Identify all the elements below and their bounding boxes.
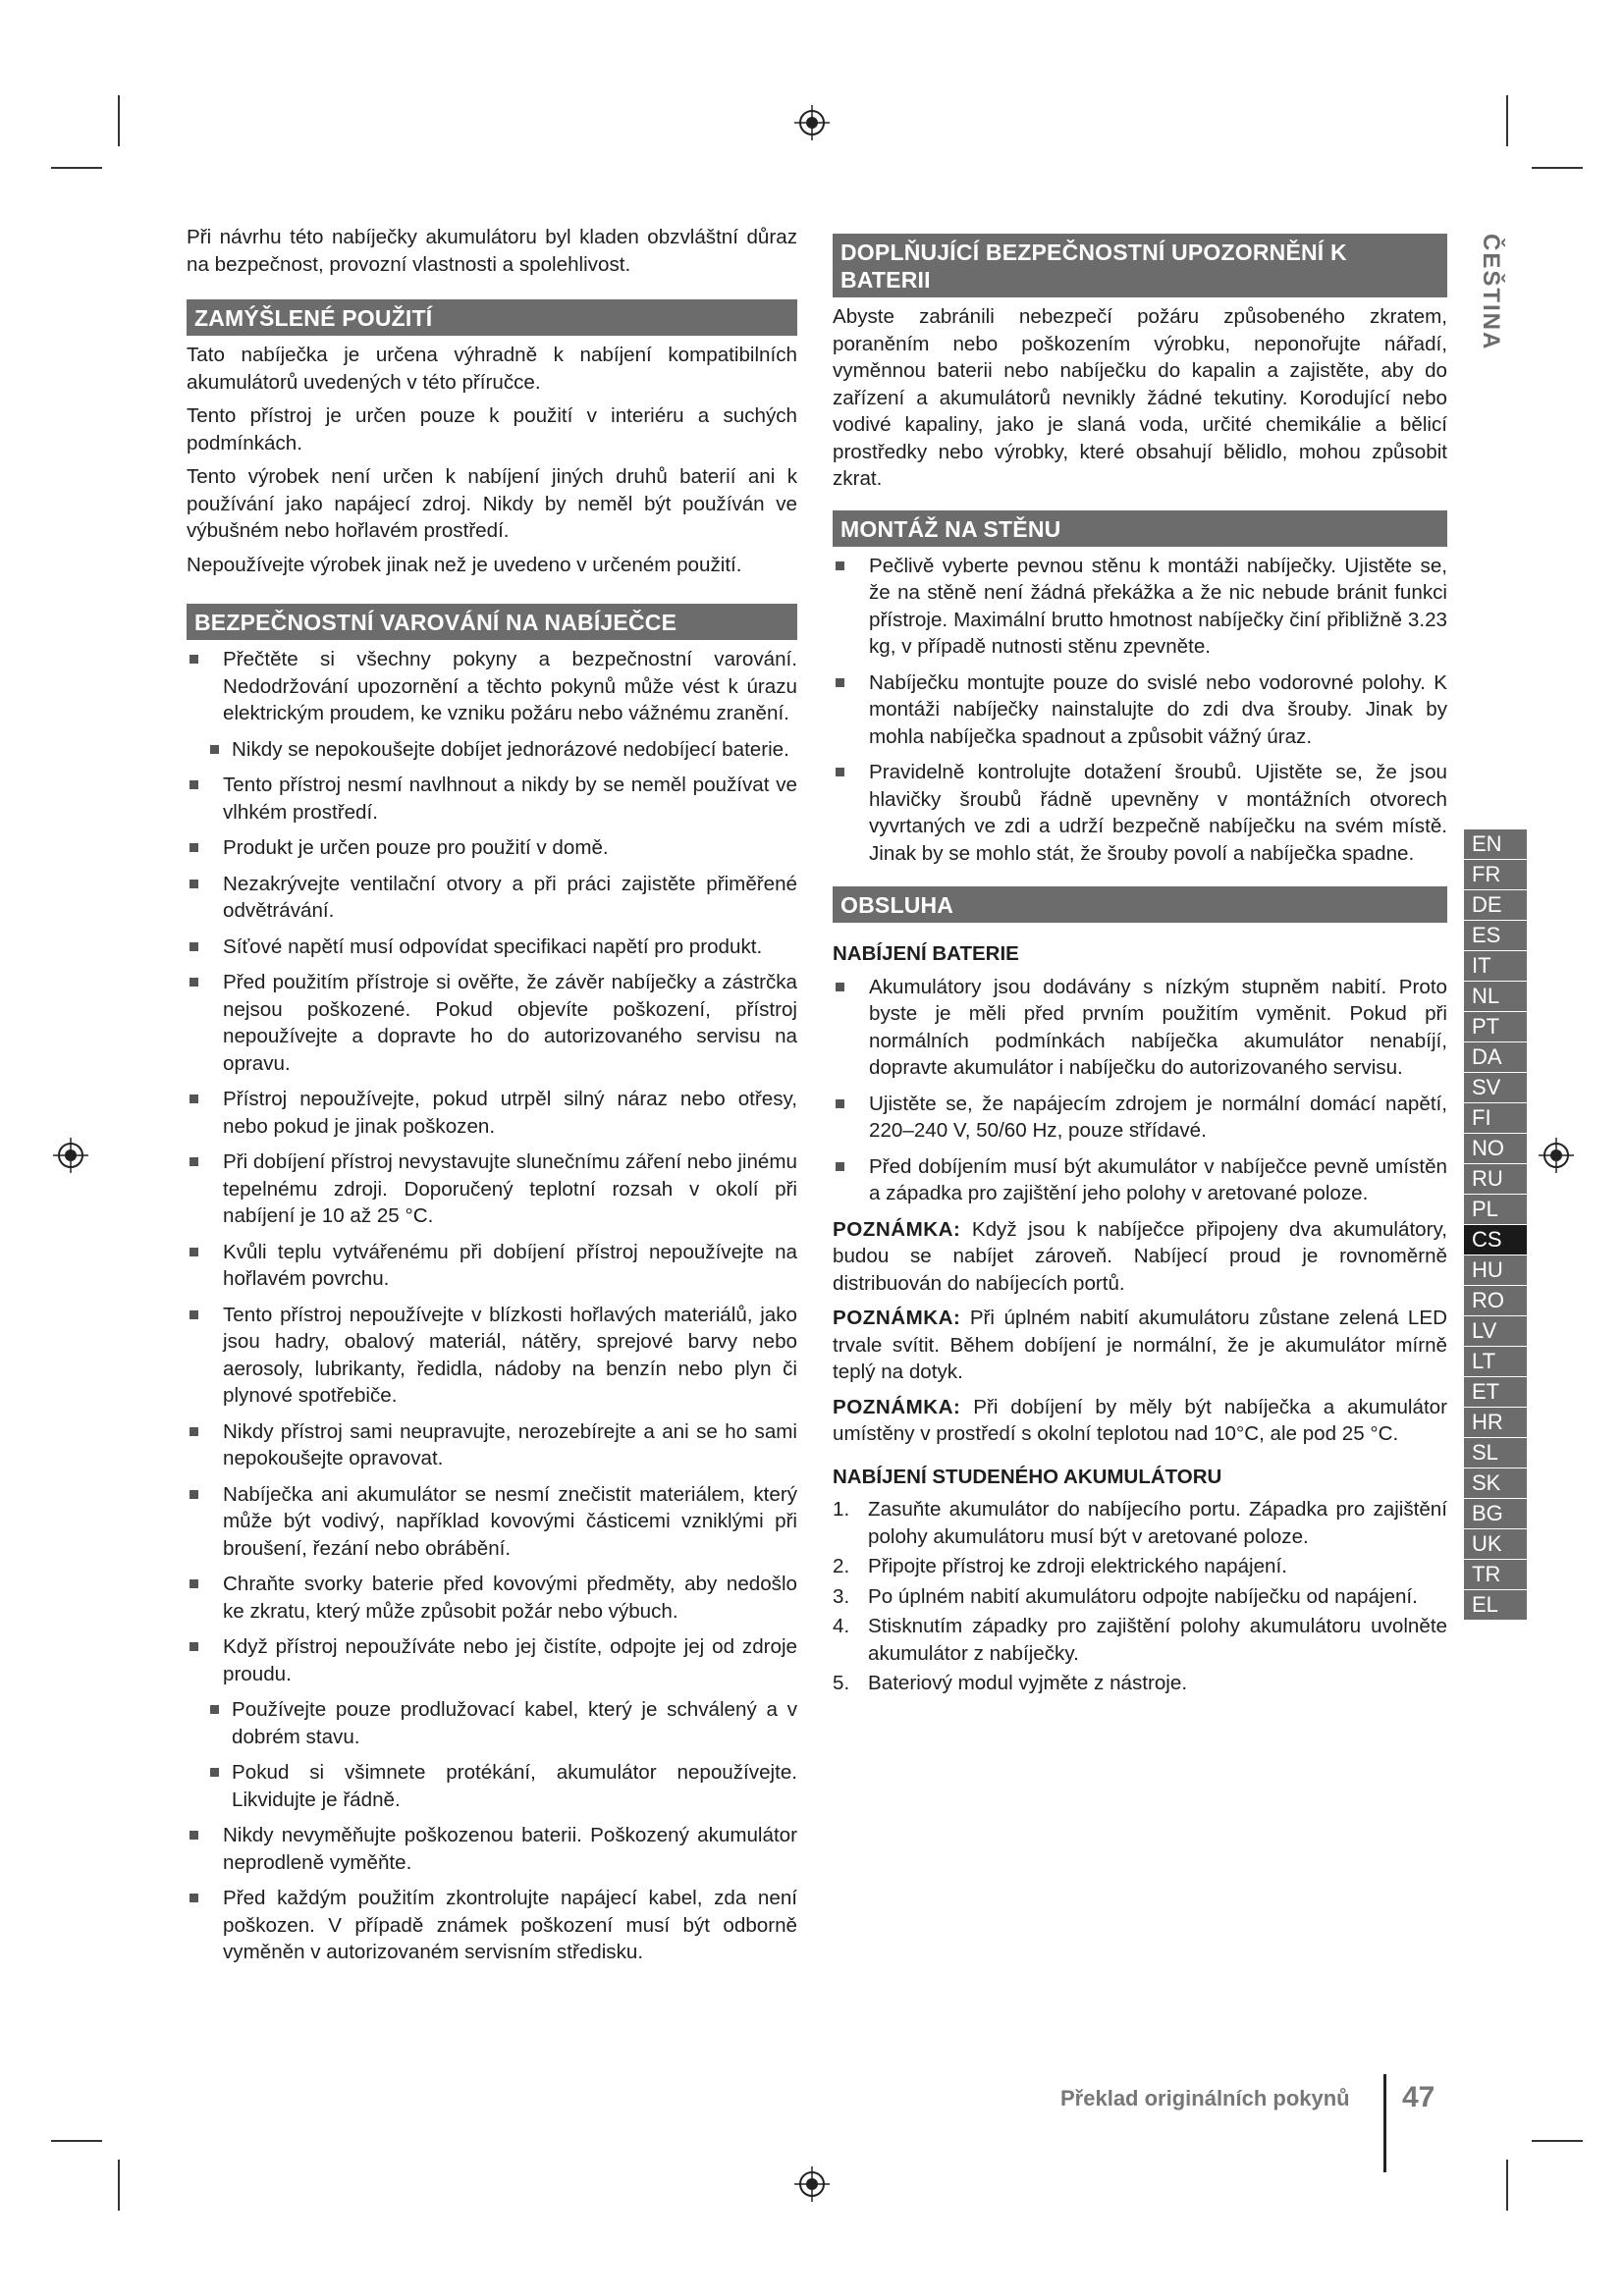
- wall-mount-heading: MONTÁŽ NA STĚNU: [833, 510, 1447, 547]
- intended-use-p3: Tento výrobek není určen k nabíjení jiných druhů baterií ani k používání jako napájecí zdroj. Nikdy by neměl být používán ve výbušném nebo hořlavém prostředí.: [187, 465, 797, 542]
- lang-tab-fi[interactable]: FI: [1464, 1103, 1527, 1134]
- wall-mount-list: [833, 553, 1447, 868]
- safety-item: Při dobíjení přístroj nevystavujte slunečnímu záření nebo jinému tepelnému zdroji. Doporučený teplotní rozsah v okolí při nabíjení je 10 až 25 °C.: [187, 1148, 797, 1230]
- charging-list: [833, 974, 1447, 1207]
- safety-item: Nabíječka ani akumulátor se nesmí znečistit materiálem, který může být vodivý, například kovovými částicemi vzniklými při broušení, řezání nebo obrábění.: [187, 1481, 797, 1563]
- safety-item: Před použitím přístroje si ověřte, že závěr nabíječky a zástrčka nejsou poškozené. Pokud objevíte poškození, přístroj nepoužívejte a dopravte ho do autorizovaného servisu na opravu.: [187, 969, 797, 1077]
- wall-mount-item: Nabíječku montujte pouze do svislé nebo vodorovné polohy. K montáži nabíječky nainstalujte do zdi dva šrouby. Jinak by mohla nabíječka spadnout a způsobit vážný úraz.: [833, 669, 1447, 751]
- lang-tab-pt[interactable]: PT: [1464, 1012, 1527, 1042]
- note-text: Když jsou k nabíječce připojeny dva akumulátory, budou se nabíjet zároveň. Nabíjecí proud je rovnoměrně distribuován do nabíjecích portů.: [833, 1217, 1447, 1295]
- charging-item: Před dobíjením musí být akumulátor v nabíječce pevně umístěn a západka pro zajištění jeho polohy v aretované poloze.: [833, 1153, 1447, 1207]
- step-text: Stisknutím západky pro zajištění polohy akumulátoru uvolněte akumulátor z nabíječky.: [868, 1615, 1447, 1665]
- page-number: 47: [1402, 2081, 1435, 2113]
- safety-item: Nikdy se nepokoušejte dobíjet jednorázové nedobíjecí baterie.: [187, 736, 797, 764]
- lang-tab-lv[interactable]: LV: [1464, 1316, 1527, 1347]
- lang-tab-et[interactable]: ET: [1464, 1377, 1527, 1408]
- lang-tab-it[interactable]: IT: [1464, 951, 1527, 982]
- safety-item: Nezakrývejte ventilační otvory a při práci zajistěte přiměřené odvětrávání.: [187, 871, 797, 925]
- lang-tab-uk[interactable]: UK: [1464, 1529, 1527, 1560]
- left-column: [187, 224, 797, 1975]
- note-label: POZNÁMKA:: [833, 1395, 961, 1418]
- note: [833, 1216, 1447, 1298]
- step-item: [833, 1613, 1447, 1667]
- registration-mark-icon: [794, 105, 830, 140]
- lang-tab-hu[interactable]: HU: [1464, 1255, 1527, 1286]
- step-item: [833, 1553, 1447, 1580]
- lang-tab-en[interactable]: EN: [1464, 829, 1527, 860]
- lang-tab-bg[interactable]: BG: [1464, 1499, 1527, 1529]
- step-text: Připojte přístroj ke zdroji elektrického napájení.: [868, 1555, 1287, 1577]
- safety-item: Přečtěte si všechny pokyny a bezpečnostní varování. Nedodržování upozornění a těchto pokynů může vést k úrazu elektrickým proudem, ke vzniku požáru nebo vážnému zranění.: [187, 646, 797, 727]
- crop-mark: [1532, 167, 1583, 169]
- wall-mount-item: Pečlivě vyberte pevnou stěnu k montáži nabíječky. Ujistěte se, že na stěně není žádná překážka a že nic nebude bránit funkci přístroje. Maximální brutto hmotnost nabíječky činí přibližně 3.23 kg, v případě nutnosti stěnu zpevněte.: [833, 553, 1447, 661]
- lang-tab-nl[interactable]: NL: [1464, 982, 1527, 1012]
- safety-item: Přístroj nepoužívejte, pokud utrpěl silný náraz nebo otřesy, nebo pokud je jinak poškozen.: [187, 1086, 797, 1140]
- step-number: 5.: [833, 1672, 850, 1694]
- cold-battery-subheading: NABÍJENÍ STUDENÉHO AKUMULÁTORU: [833, 1465, 1222, 1488]
- cold-battery-steps: [833, 1496, 1447, 1697]
- safety-item: Když přístroj nepoužíváte nebo jej čistíte, odpojte jej od zdroje proudu.: [187, 1633, 797, 1687]
- crop-mark: [1532, 2140, 1583, 2142]
- intended-use-p1: Tato nabíječka je určena výhradně k nabíjení kompatibilních akumulátorů uvedených v této příručce.: [187, 344, 797, 394]
- step-text: Bateriový modul vyjměte z nástroje.: [868, 1672, 1188, 1694]
- lang-tab-sv[interactable]: SV: [1464, 1073, 1527, 1103]
- language-tabs: [1464, 829, 1527, 1621]
- wall-mount-item: Pravidelně kontrolujte dotažení šroubů. Ujistěte se, že jsou hlavičky šroubů řádně upevněny v montážních otvorech vyvrtaných ve zdi a udrží bezpečně nabíječku na svém místě. Jinak by se mohlo stát, že šrouby povolí a nabíječka spadne.: [833, 759, 1447, 867]
- lang-tab-tr[interactable]: TR: [1464, 1560, 1527, 1590]
- lang-tab-lt[interactable]: LT: [1464, 1347, 1527, 1377]
- lang-tab-no[interactable]: NO: [1464, 1134, 1527, 1164]
- lang-tab-ru[interactable]: RU: [1464, 1164, 1527, 1195]
- registration-mark-icon: [1539, 1138, 1574, 1173]
- step-text: Zasuňte akumulátor do nabíjecího portu. Západka pro zajištění polohy akumulátoru musí být v aretované poloze.: [868, 1498, 1447, 1548]
- lang-tab-de[interactable]: DE: [1464, 890, 1527, 921]
- safety-item: Pokud si všimnete protékání, akumulátor nepoužívejte. Likvidujte je řádně.: [187, 1759, 797, 1813]
- intended-use-heading: ZAMÝŠLENÉ POUŽITÍ: [187, 299, 797, 336]
- lang-tab-sl[interactable]: SL: [1464, 1438, 1527, 1468]
- step-item: [833, 1670, 1447, 1697]
- safety-item: Tento přístroj nesmí navlhnout a nikdy by se neměl používat ve vlhkém prostředí.: [187, 772, 797, 826]
- safety-item: Chraňte svorky baterie před kovovými předměty, aby nedošlo ke zkratu, který může způsobit požár nebo výbuch.: [187, 1571, 797, 1625]
- extra-safety-heading: DOPLŇUJÍCÍ BEZPEČNOSTNÍ UPOZORNĚNÍ K BATERII: [833, 234, 1447, 297]
- crop-mark: [51, 167, 102, 169]
- step-number: 4.: [833, 1615, 850, 1637]
- registration-mark-icon: [794, 2166, 830, 2202]
- safety-item: Před každým použitím zkontrolujte napájecí kabel, zda není poškozen. V případě známek poškození musí být odborně vyměněn v autorizovaném servisním středisku.: [187, 1885, 797, 1966]
- footer-divider: [1383, 2074, 1386, 2172]
- side-language-label: ČEŠTINA: [1478, 234, 1504, 351]
- note-text: Při úplném nabití akumulátoru zůstane zelená LED trvale svítit. Během dobíjení je normální, že je akumulátor mírně teplý na dotyk.: [833, 1307, 1447, 1383]
- charging-item: Ujistěte se, že napájecím zdrojem je normální domácí napětí, 220–240 V, 50/60 Hz, pouze střídavé.: [833, 1091, 1447, 1145]
- step-number: 2.: [833, 1555, 850, 1577]
- safety-item: Produkt je určen pouze pro použití v domě.: [187, 834, 797, 862]
- operation-heading: OBSLUHA: [833, 886, 1447, 923]
- safety-item: Nikdy přístroj sami neupravujte, nerozebírejte a ani se ho sami nepokoušejte opravovat.: [187, 1418, 797, 1472]
- footer-translation-note: Překlad originálních pokynů: [1060, 2086, 1350, 2110]
- right-column: [833, 228, 1447, 1700]
- safety-item: Nikdy nevyměňujte poškozenou baterii. Poškozený akumulátor neprodleně vyměňte.: [187, 1822, 797, 1876]
- note: [833, 1305, 1447, 1386]
- note-text: Při dobíjení by měly být nabíječka a akumulátor umístěny v prostředí s okolní teplotou nad 10°C, ale pod 25 °C.: [833, 1395, 1447, 1445]
- lang-tab-ro[interactable]: RO: [1464, 1286, 1527, 1316]
- crop-mark: [118, 2160, 120, 2211]
- lang-tab-sk[interactable]: SK: [1464, 1468, 1527, 1499]
- charging-item: Akumulátory jsou dodávány s nízkým stupněm nabití. Proto byste je měli před prvním použitím vyměnit. Pokud při normálních podmínkách nabíječka akumulátor nenabíjí, dopravte akumulátor i nabíječku do autorizovaného servisu.: [833, 974, 1447, 1082]
- extra-safety-text: Abyste zabránili nebezpečí požáru způsobeného zkratem, poraněním nebo poškozením výrobku, neponořujte nářadí, vyměnnou baterii nebo nabíječku do kapalin a zajistěte, aby do zařízení a akumulátorů nevnikly žádné tekutiny. Korodující nebo vodivé kapaliny, jako je slaná voda, určité chemikálie a bělicí prostředky nebo výrobky, které obsahují bělidlo, mohou způsobit zkrat.: [833, 305, 1447, 490]
- note-label: POZNÁMKA:: [833, 1307, 961, 1329]
- lang-tab-pl[interactable]: PL: [1464, 1195, 1527, 1225]
- crop-mark: [51, 2140, 102, 2142]
- registration-mark-icon: [53, 1138, 88, 1173]
- safety-item: Tento přístroj nepoužívejte v blízkosti hořlavých materiálů, jako jsou hadry, obalový materiál, nátěry, sprejové barvy nebo aerosoly, lubrikanty, ředidla, nádoby na benzín nebo plyn či plynové spotřebiče.: [187, 1302, 797, 1410]
- lang-tab-hr[interactable]: HR: [1464, 1408, 1527, 1438]
- crop-mark: [118, 95, 120, 146]
- intro-paragraph: Při návrhu této nabíječky akumulátoru byl kladen obzvláštní důraz na bezpečnost, provozní vlastnosti a spolehlivost.: [187, 226, 797, 276]
- lang-tab-es[interactable]: ES: [1464, 921, 1527, 951]
- safety-item: Kvůli teplu vytvářenému při dobíjení přístroj nepoužívejte na hořlavém povrchu.: [187, 1239, 797, 1293]
- note-label: POZNÁMKA:: [833, 1217, 961, 1241]
- step-number: 1.: [833, 1498, 850, 1521]
- lang-tab-fr[interactable]: FR: [1464, 860, 1527, 890]
- step-number: 3.: [833, 1584, 850, 1608]
- charging-subheading: NABÍJENÍ BATERIE: [833, 942, 1019, 965]
- safety-item: Používejte pouze prodlužovací kabel, který je schválený a v dobrém stavu.: [187, 1696, 797, 1750]
- step-item: [833, 1496, 1447, 1550]
- intended-use-p2: Tento přístroj je určen pouze k použití v interiéru a suchých podmínkách.: [187, 404, 797, 454]
- intended-use-p4: Nepoužívejte výrobek jinak než je uvedeno v určeném použití.: [187, 553, 742, 576]
- crop-mark: [1506, 2160, 1508, 2211]
- step-text: Po úplném nabití akumulátoru odpojte nabíječku od napájení.: [868, 1584, 1418, 1608]
- safety-heading: BEZPEČNOSTNÍ VAROVÁNÍ NA NABÍJEČCE: [187, 604, 797, 640]
- lang-tab-cs-active[interactable]: CS: [1464, 1225, 1527, 1255]
- note: [833, 1394, 1447, 1448]
- lang-tab-da[interactable]: DA: [1464, 1042, 1527, 1073]
- safety-list: [187, 646, 797, 1966]
- safety-item: Síťové napětí musí odpovídat specifikaci napětí pro produkt.: [187, 934, 797, 961]
- crop-mark: [1506, 95, 1508, 146]
- lang-tab-el[interactable]: EL: [1464, 1590, 1527, 1621]
- step-item: [833, 1583, 1447, 1611]
